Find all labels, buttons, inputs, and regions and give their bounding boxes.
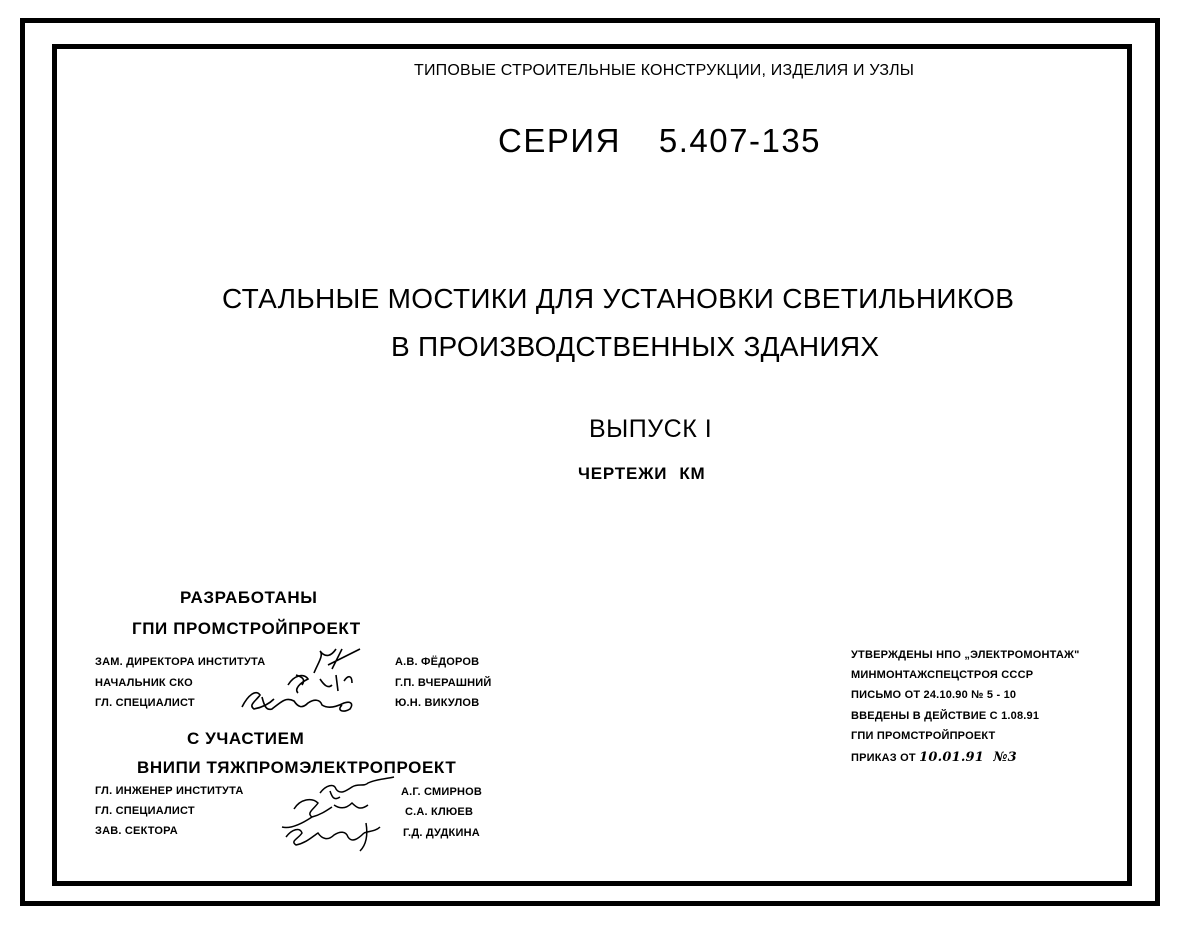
signatures-developed bbox=[236, 645, 386, 720]
participation-heading: С УЧАСТИЕМ bbox=[187, 729, 305, 748]
approval-order-line bbox=[851, 751, 1017, 764]
staff-name: Г.Д. ДУДКИНА bbox=[403, 827, 480, 839]
title-line-1: СТАЛЬНЫЕ МОСТИКИ ДЛЯ УСТАНОВКИ СВЕТИЛЬНИКОВ bbox=[222, 283, 1015, 314]
approval-line: ГПИ ПРОМСТРОЙПРОЕКТ bbox=[851, 730, 996, 742]
series-number: 5.407-135 bbox=[658, 122, 822, 159]
staff-position: НАЧАЛЬНИК СКО bbox=[95, 677, 193, 689]
approval-line: УТВЕРЖДЕНЫ НПО „ЭЛЕКТРОМОНТАЖ" bbox=[851, 649, 1080, 661]
staff-position: ГЛ. СПЕЦИАЛИСТ bbox=[95, 697, 195, 709]
staff-position: ЗАВ. СЕКТОРА bbox=[95, 825, 178, 837]
developed-organization: ГПИ ПРОМСТРОЙПРОЕКТ bbox=[132, 619, 361, 638]
staff-name: С.А. КЛЮЕВ bbox=[405, 806, 474, 818]
staff-name: Ю.Н. ВИКУЛОВ bbox=[395, 697, 480, 709]
approval-line: ВВЕДЕНЫ В ДЕЙСТВИЕ С 1.08.91 bbox=[851, 710, 1040, 722]
staff-name: Г.П. ВЧЕРАШНИЙ bbox=[395, 677, 492, 689]
issue-label: ВЫПУСК I bbox=[589, 415, 713, 443]
developed-heading: РАЗРАБОТАНЫ bbox=[180, 588, 318, 607]
staff-position: ГЛ. СПЕЦИАЛИСТ bbox=[95, 805, 195, 817]
drawings-label bbox=[578, 465, 705, 482]
approval-line: ПИСЬМО ОТ 24.10.90 № 5 - 10 bbox=[851, 689, 1017, 701]
staff-name: А.В. ФЁДОРОВ bbox=[395, 656, 480, 668]
approval-line: МИНМОНТАЖСПЕЦСТРОЯ СССР bbox=[851, 669, 1034, 681]
drawings-code: КМ bbox=[679, 464, 706, 483]
title-line-2: В ПРОИЗВОДСТВЕННЫХ ЗДАНИЯХ bbox=[391, 331, 880, 362]
collection-caption: ТИПОВЫЕ СТРОИТЕЛЬНЫЕ КОНСТРУКЦИИ, ИЗДЕЛИЯ И УЗЛЫ bbox=[414, 62, 915, 79]
order-prefix: ПРИКАЗ ОТ bbox=[851, 752, 916, 764]
staff-position: ГЛ. ИНЖЕНЕР ИНСТИТУТА bbox=[95, 785, 244, 797]
series-heading bbox=[498, 124, 821, 157]
signatures-participation bbox=[270, 775, 405, 855]
staff-name: А.Г. СМИРНОВ bbox=[401, 786, 483, 798]
order-date: 10.01.91 bbox=[919, 750, 985, 765]
order-number: №3 bbox=[993, 750, 1017, 765]
series-label: СЕРИЯ bbox=[498, 122, 621, 159]
participation-organization: ВНИПИ ТЯЖПРОМЭЛЕКТРОПРОЕКТ bbox=[137, 758, 457, 777]
staff-position: ЗАМ. ДИРЕКТОРА ИНСТИТУТА bbox=[95, 656, 266, 668]
drawings-word: ЧЕРТЕЖИ bbox=[578, 464, 668, 483]
